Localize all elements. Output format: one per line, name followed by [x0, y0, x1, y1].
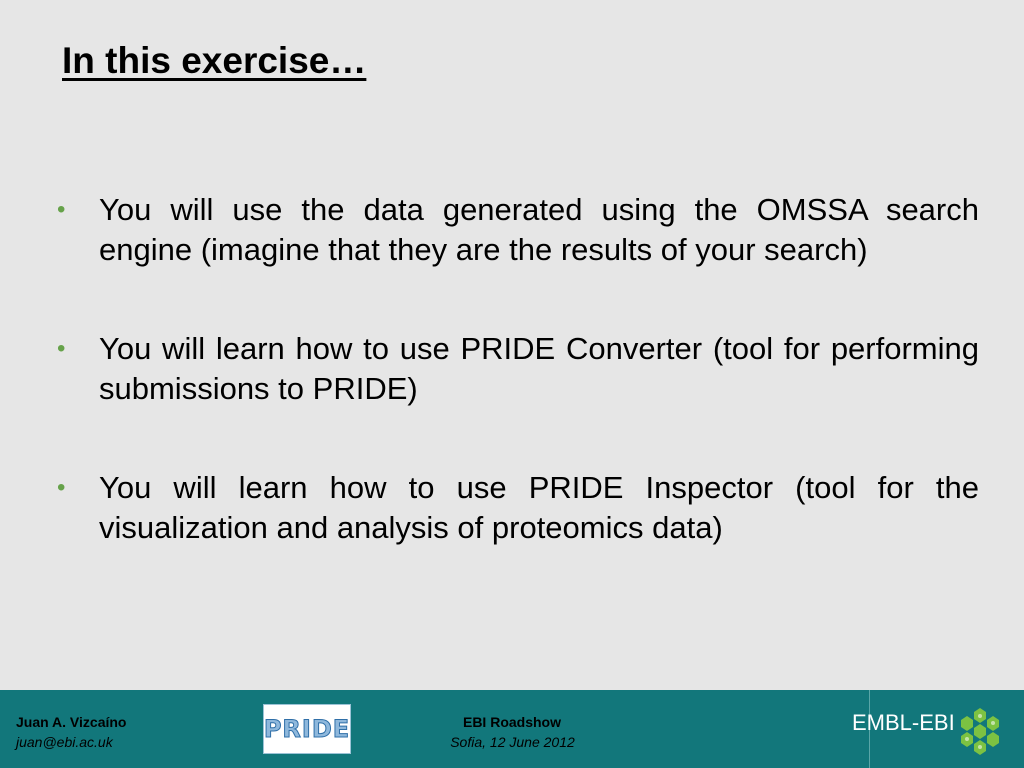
event-name: EBI Roadshow: [462, 714, 561, 730]
author-name: Juan A. Vizcaíno: [16, 714, 127, 730]
embl-ebi-logo-text: EMBL-EBI: [852, 710, 955, 735]
bullet-text: You will learn how to use PRIDE Inspector (tool for the visualization and analysis of proteomics data): [99, 470, 979, 545]
bullet-icon: •: [57, 474, 66, 501]
bullet-list: [57, 190, 979, 607]
bullet-item: [57, 190, 979, 270]
bullet-item: [57, 329, 979, 409]
footer-bar: [0, 690, 1024, 768]
bullet-icon: •: [57, 335, 66, 362]
slide-title: In this exercise…: [62, 40, 367, 81]
event-location-date: Sofia, 12 June 2012: [450, 734, 575, 750]
bullet-text: You will learn how to use PRIDE Converter (tool for performing submissions to PRIDE): [99, 331, 979, 406]
pride-logo-text: PRIDE: [263, 715, 351, 743]
bullet-text: You will use the data generated using the OMSSA search engine (imagine that they are the results of your search): [99, 192, 979, 267]
bullet-icon: •: [57, 196, 66, 223]
bullet-item: [57, 468, 979, 548]
pride-logo: [263, 704, 351, 754]
embl-ebi-hexagon-icon: [956, 705, 1004, 755]
author-email: juan@ebi.ac.uk: [16, 734, 113, 750]
